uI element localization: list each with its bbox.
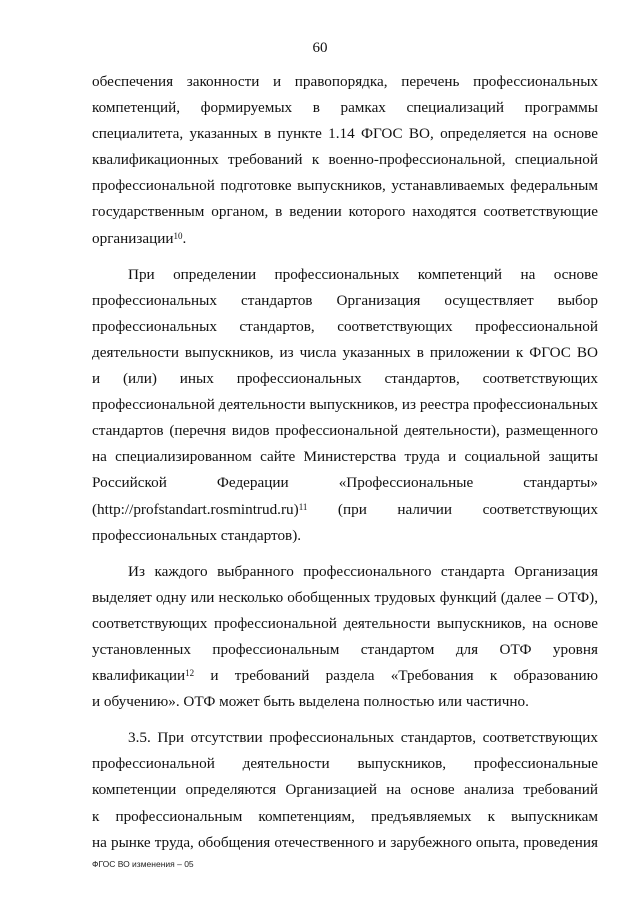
text-line xyxy=(92,314,598,340)
word: профессиональной xyxy=(92,396,215,414)
word: – xyxy=(545,588,554,606)
line-text-tail: . xyxy=(182,229,187,247)
word: пункте xyxy=(277,125,322,143)
line-text: и обучению». ОТФ может быть выделена полностью или частично. xyxy=(92,693,529,711)
word: требований xyxy=(234,667,310,685)
paragraph-gap xyxy=(92,715,598,725)
word: профессиональных xyxy=(92,317,217,335)
paragraph xyxy=(92,725,598,855)
word: Организация xyxy=(514,562,598,580)
word: специализированном xyxy=(115,448,252,466)
word: профессиональной xyxy=(275,422,399,440)
word: соответствующих xyxy=(337,317,453,335)
word: профессионального xyxy=(303,562,432,580)
word: проведения xyxy=(523,833,598,851)
word: (перечня xyxy=(169,422,226,440)
word: выпускников, xyxy=(357,755,447,773)
word: выпускникам xyxy=(511,807,598,825)
word: федеральным xyxy=(510,177,598,195)
word: специальной xyxy=(514,151,598,169)
word: специалитета, xyxy=(92,125,184,143)
word: трудовых xyxy=(374,588,436,606)
text-line xyxy=(92,523,598,549)
word: Российской xyxy=(92,474,167,492)
word: При xyxy=(157,729,185,747)
word: которого xyxy=(348,203,406,221)
word: в xyxy=(275,203,283,221)
word: рамках xyxy=(340,99,386,117)
word: соответствующих xyxy=(92,614,208,632)
paragraph xyxy=(92,559,598,716)
word: ОТФ xyxy=(499,640,532,658)
word: стандарты» xyxy=(523,474,598,492)
word: основе xyxy=(553,125,598,143)
word: 1.14 xyxy=(328,125,355,143)
text-line xyxy=(92,470,598,496)
word: военно-профессиональной, xyxy=(328,151,506,169)
word: профессиональных xyxy=(274,265,400,283)
paragraph-gap xyxy=(92,549,598,559)
word: (http://profstandart.rosmintrud.ru)$^{11}$ xyxy=(92,500,308,518)
word: числа xyxy=(299,343,337,361)
line-text: профессиональных стандартов). xyxy=(92,526,302,544)
word: профессиональной xyxy=(214,614,337,632)
word: соответствующих xyxy=(482,370,598,388)
word: указанных xyxy=(189,125,258,143)
paragraph-gap xyxy=(92,252,598,262)
text-line xyxy=(92,173,598,199)
footer-note: ФГОС ВО изменения – 05 xyxy=(92,859,194,869)
text-line xyxy=(92,689,598,715)
word: стандартов, xyxy=(239,317,315,335)
word: основе xyxy=(553,265,598,283)
word: к xyxy=(487,807,495,825)
word: и xyxy=(92,370,101,388)
word: в xyxy=(416,343,424,361)
word: выпускников, xyxy=(297,177,386,195)
word: реестра xyxy=(419,396,470,414)
word: наличии xyxy=(397,500,453,518)
word: ОТФ), xyxy=(557,588,598,606)
word: к xyxy=(92,807,100,825)
word: стандарта xyxy=(440,562,505,580)
word: основе xyxy=(553,614,598,632)
word: несколько xyxy=(218,588,284,606)
word: (или) xyxy=(122,370,157,388)
word: формируемых xyxy=(200,99,293,117)
word: «Требования xyxy=(390,667,474,685)
word: обеспечения xyxy=(92,73,174,90)
word: соответствующих xyxy=(482,729,598,747)
word: деятельности xyxy=(343,614,431,632)
page-number: 60 xyxy=(312,40,328,56)
word: компетенции xyxy=(92,781,177,799)
word: правопорядка, xyxy=(294,73,388,90)
paragraph xyxy=(92,69,598,252)
word: установленных xyxy=(92,640,191,658)
word: на xyxy=(386,781,402,799)
word: видов xyxy=(231,422,270,440)
word: деятельности xyxy=(242,755,330,773)
text-line xyxy=(92,262,598,288)
word: опыта, xyxy=(475,833,520,851)
word: размещенного xyxy=(505,422,598,440)
word: для xyxy=(455,640,479,658)
word: профессиональных xyxy=(473,73,598,90)
word: выпускников, xyxy=(309,396,399,414)
word: профессиональных xyxy=(92,291,217,309)
word: раздела xyxy=(325,667,375,685)
word: обобщения xyxy=(197,833,271,851)
word: приложении xyxy=(429,343,510,361)
word: в xyxy=(312,99,320,117)
word: ВО, xyxy=(408,125,434,143)
word: деятельности), xyxy=(404,422,500,440)
word: обобщенных xyxy=(287,588,371,606)
word: компетенций xyxy=(417,265,503,283)
word: анализа xyxy=(463,781,515,799)
word: предъявляемых xyxy=(371,807,472,825)
text-line xyxy=(92,611,598,637)
word: Организация xyxy=(336,291,421,309)
word: ФГОС xyxy=(360,125,403,143)
word: определяется xyxy=(440,125,527,143)
word: 3.5. xyxy=(128,729,151,747)
word: соответствующих xyxy=(482,500,598,518)
word: (при xyxy=(337,500,367,518)
word: профессиональной xyxy=(92,177,215,195)
word: стандартов xyxy=(240,291,313,309)
word: ВО xyxy=(576,343,598,361)
word: соответствующие xyxy=(483,203,598,221)
text-line xyxy=(92,777,598,803)
word: к xyxy=(489,667,498,685)
word: деятельности xyxy=(92,343,179,361)
word: квалификации$^{12}$ xyxy=(92,667,195,685)
word: программы xyxy=(524,99,598,117)
text-line xyxy=(92,121,598,147)
text-line xyxy=(92,418,598,444)
word: устанавливаемых xyxy=(391,177,505,195)
word: иных xyxy=(179,370,214,388)
word: функций xyxy=(439,588,497,606)
text-line xyxy=(92,585,598,611)
text-line xyxy=(92,340,598,366)
text-line xyxy=(92,725,598,751)
word: профессиональных xyxy=(473,396,598,414)
word: государственным xyxy=(92,203,205,221)
word: профессиональной xyxy=(475,317,598,335)
word: Федерации xyxy=(216,474,289,492)
word: выделяет xyxy=(92,588,152,606)
word: и xyxy=(378,833,387,851)
text-line xyxy=(92,288,598,314)
word: и xyxy=(273,73,282,90)
word: на xyxy=(532,614,548,632)
word: определении xyxy=(173,265,257,283)
word: профессиональной xyxy=(92,755,215,773)
word: (далее xyxy=(500,588,542,606)
word: При xyxy=(128,265,155,283)
word: рынке xyxy=(110,833,151,851)
word: Из xyxy=(128,562,145,580)
text-line xyxy=(92,637,598,663)
word: указанных xyxy=(342,343,411,361)
word: профессиональных xyxy=(269,729,395,747)
word: основе xyxy=(410,781,455,799)
word: сайте xyxy=(260,448,296,466)
word: к xyxy=(311,151,320,169)
word: из xyxy=(279,343,294,361)
word: органом, xyxy=(211,203,269,221)
word: труда xyxy=(404,448,440,466)
text-line xyxy=(92,69,598,95)
word: из xyxy=(401,396,417,414)
word: ФГОС xyxy=(529,343,571,361)
word: профессиональным xyxy=(212,640,340,658)
word: осуществляет xyxy=(444,291,534,309)
text-line xyxy=(92,804,598,830)
word: стандартов xyxy=(92,422,164,440)
footnote-ref: 11 xyxy=(298,501,308,512)
word: выбранного xyxy=(217,562,294,580)
word: стандартом xyxy=(360,640,435,658)
text-line xyxy=(92,751,598,777)
word: на xyxy=(532,125,548,143)
word: требований xyxy=(227,151,303,169)
text-line xyxy=(92,226,598,252)
word: и xyxy=(210,667,219,685)
text-line xyxy=(92,199,598,225)
word: находятся xyxy=(412,203,477,221)
word: стандартов, xyxy=(384,370,460,388)
word: квалификационных xyxy=(92,151,219,169)
word: деятельности xyxy=(218,396,306,414)
footnote-ref: 10 xyxy=(173,230,183,241)
word: определяются xyxy=(185,781,277,799)
word: компетенций, xyxy=(92,99,181,117)
word: к xyxy=(515,343,524,361)
footnote-ref: 12 xyxy=(185,668,195,679)
word: в xyxy=(264,125,272,143)
word: «Профессиональные xyxy=(338,474,474,492)
word: уровня xyxy=(552,640,598,658)
word: и xyxy=(448,448,457,466)
word: Министерства xyxy=(303,448,397,466)
word: социальной xyxy=(464,448,541,466)
line-text: организации xyxy=(92,229,174,247)
word: профессиональные xyxy=(473,755,598,773)
word: законности xyxy=(186,73,260,90)
word: образованию xyxy=(513,667,598,685)
word: одну xyxy=(155,588,187,606)
text-line xyxy=(92,366,598,392)
word: на xyxy=(92,448,107,466)
text-line xyxy=(92,147,598,173)
document-body xyxy=(92,69,598,856)
word: или xyxy=(190,588,215,606)
word: профессиональным xyxy=(115,807,243,825)
word: зарубежного xyxy=(390,833,472,851)
word: выпускников, xyxy=(184,343,274,361)
word: защиты xyxy=(548,448,598,466)
word: на xyxy=(520,265,536,283)
word: отсутствии xyxy=(190,729,263,747)
word: Организацией xyxy=(285,781,378,799)
word: выпускников, xyxy=(436,614,526,632)
word: труда, xyxy=(154,833,194,851)
word: подготовке xyxy=(220,177,292,195)
text-line xyxy=(92,830,598,856)
word: ведении xyxy=(289,203,342,221)
text-line xyxy=(92,392,598,418)
word: специализаций xyxy=(406,99,505,117)
word: каждого xyxy=(154,562,208,580)
word: перечень xyxy=(401,73,460,90)
paragraph xyxy=(92,262,598,549)
text-line xyxy=(92,497,598,523)
word: профессиональных xyxy=(236,370,362,388)
word: выбор xyxy=(557,291,598,309)
text-line xyxy=(92,663,598,689)
text-line xyxy=(92,559,598,585)
word: стандартов, xyxy=(400,729,476,747)
word: компетенциям, xyxy=(258,807,355,825)
word: отечественного xyxy=(274,833,375,851)
word: на xyxy=(92,833,107,851)
text-line xyxy=(92,444,598,470)
text-line xyxy=(92,95,598,121)
word: требований xyxy=(523,781,598,799)
